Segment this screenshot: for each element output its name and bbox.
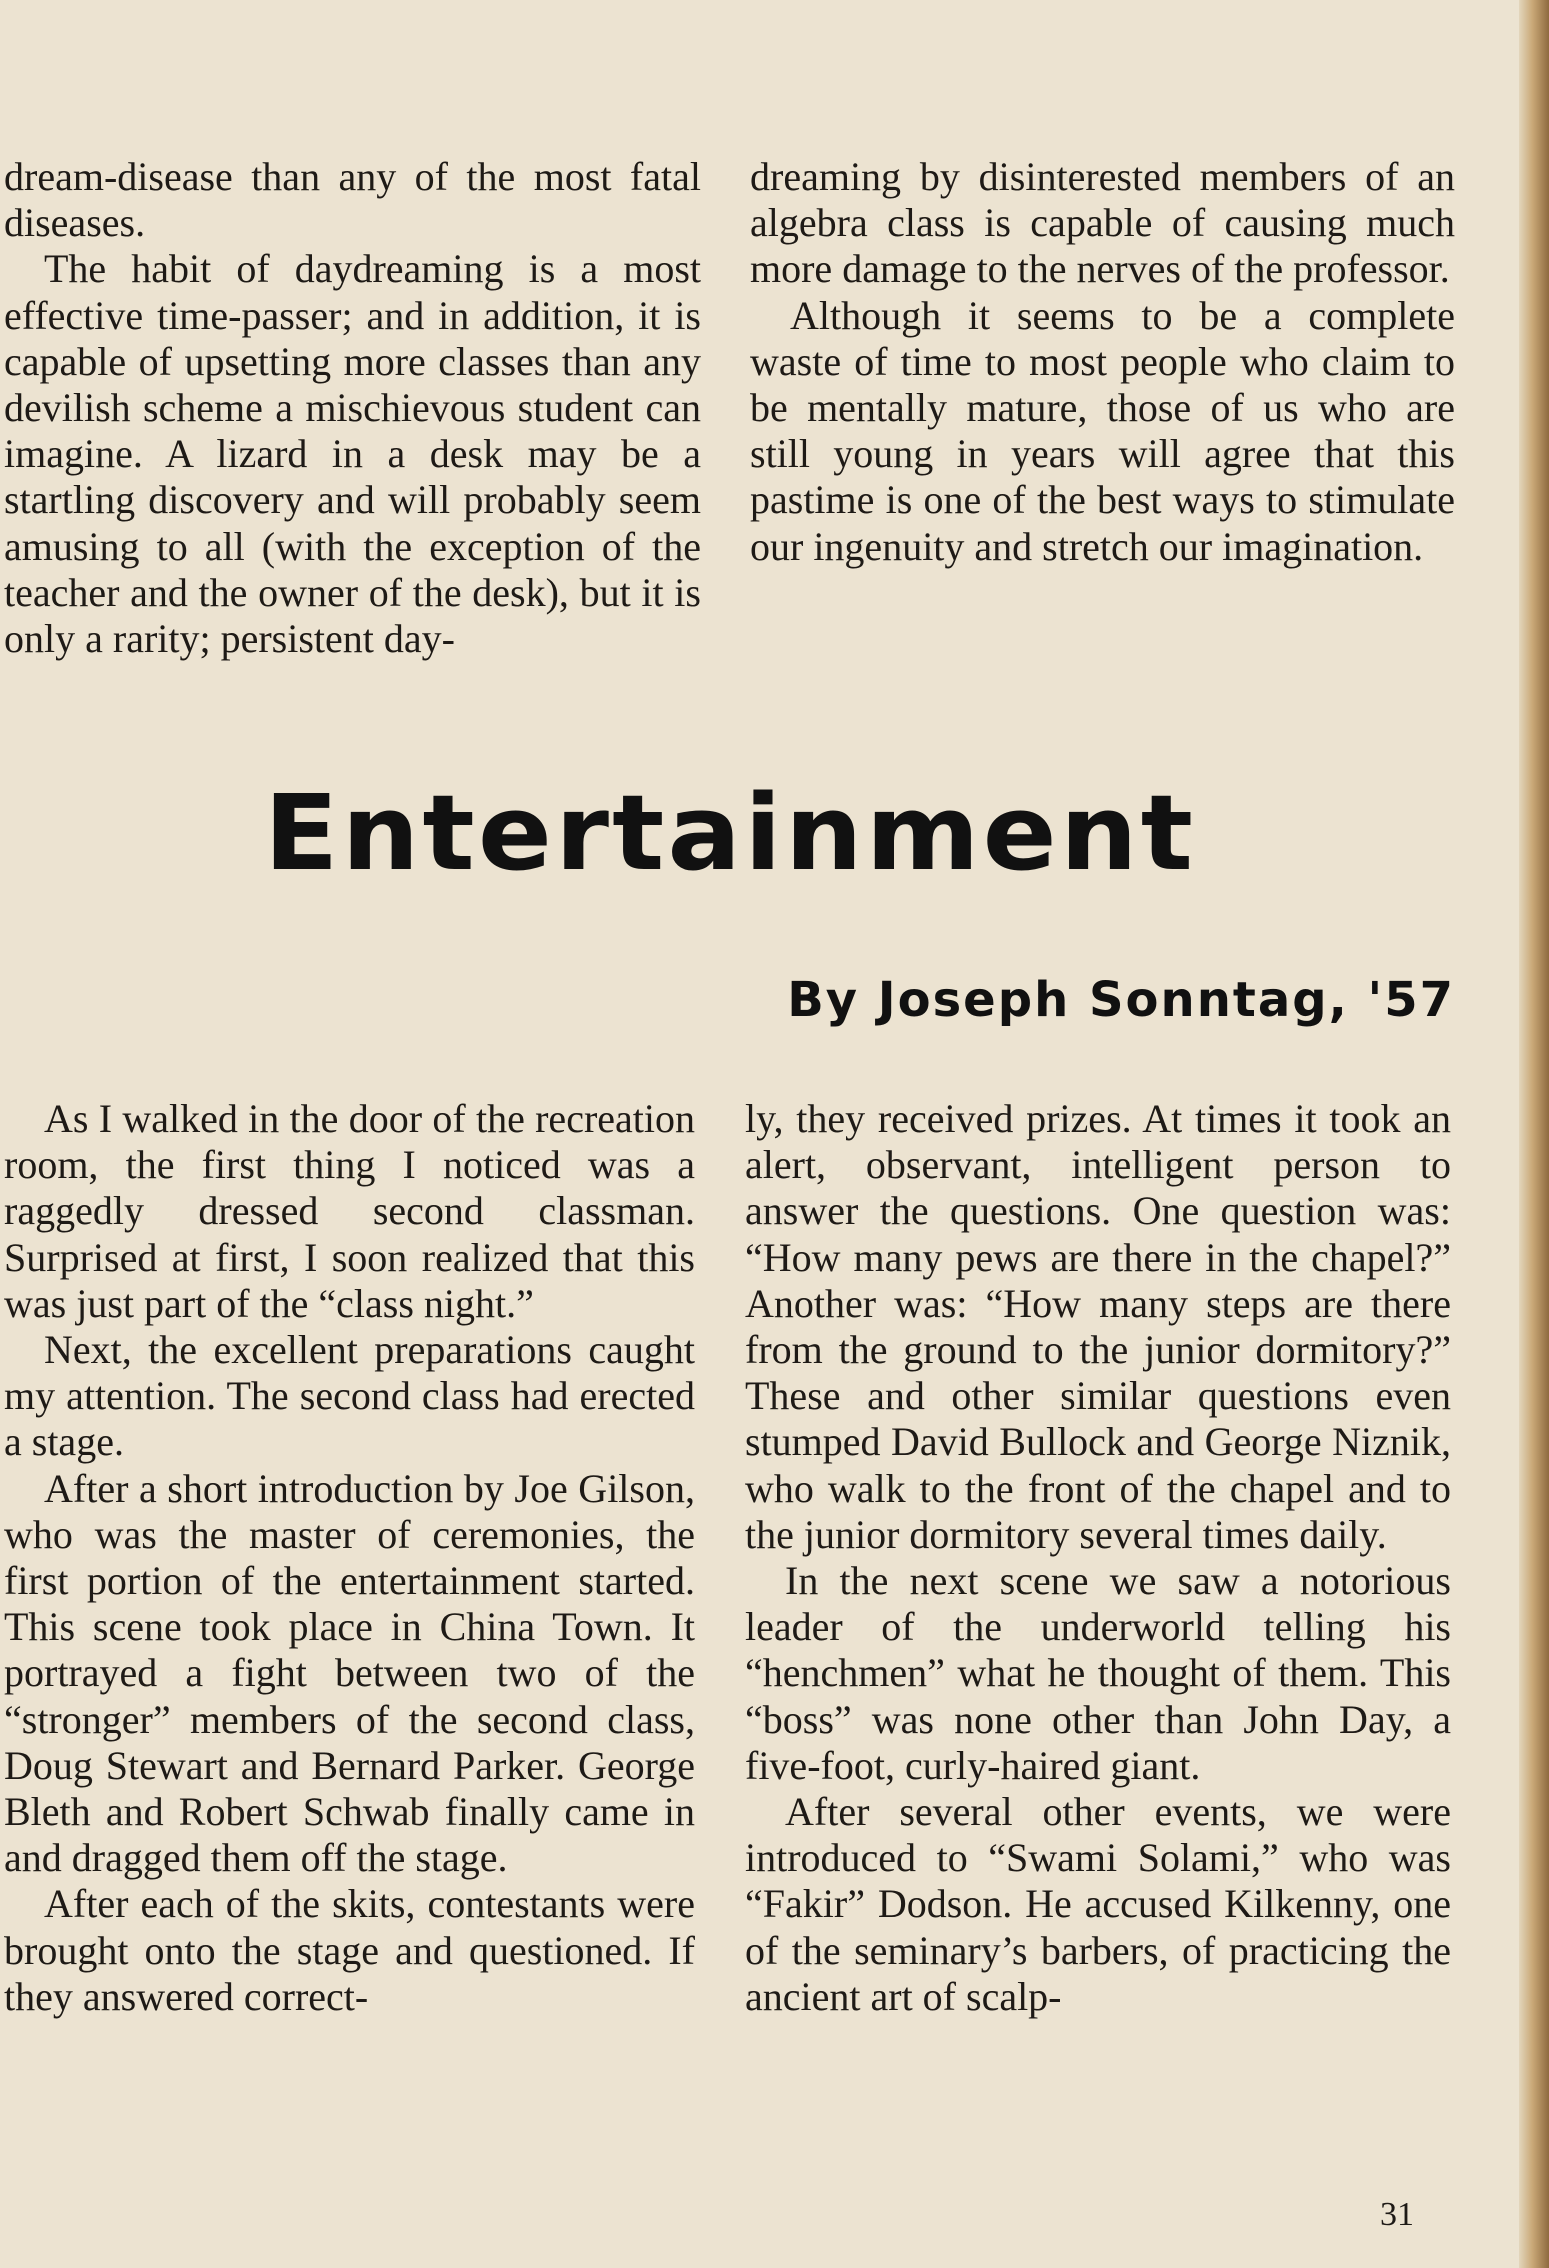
byline: By Joseph Sonntag, '57: [787, 972, 1455, 1028]
column-top-left: [4, 154, 701, 662]
paragraph: ly, they received prizes. At times it took an alert, observant, intelligent person to answer the questions. One question was: “How many pews are there in the chapel?” Another was: “How many steps are there from the ground to the junior dormitory?” These and other similar questions even stumped David Bullock and George Niznik, who walk to the front of the chapel and to the junior dormitory several times daily.: [745, 1096, 1451, 1557]
paragraph: Although it seems to be a complete waste of time to most people who claim to be mentally mature, those of us who are still young in years will agree that this pastime is one of the best ways to stimulate our ingenuity and stretch our imagination.: [750, 292, 1455, 569]
article-title: Entertainment: [263, 772, 1197, 894]
paragraph: dreaming by disinterested members of an algebra class is capable of causing much more damage to the nerves of the professor.: [750, 154, 1455, 292]
paragraph: Next, the excellent preparations caught my attention. The second class had erected a stage.: [4, 1327, 695, 1465]
page-edge: [1519, 0, 1549, 2268]
column-bottom-left: [4, 1096, 695, 2020]
paragraph: After each of the skits, contestants were brought onto the stage and questioned. If they answered correct-: [4, 1881, 695, 2019]
column-top-right: [750, 154, 1455, 570]
page-number: 31: [1380, 2196, 1414, 2233]
paragraph: dream-disease than any of the most fatal diseases.: [4, 154, 701, 246]
paragraph: After a short introduction by Joe Gilson, who was the master of ceremonies, the first portion of the entertainment started. This scene took place in China Town. It portrayed a fight between two of the “stronger” members of the second class, Doug Stewart and Bernard Parker. George Bleth and Robert Schwab finally came in and dragged them off the stage.: [4, 1465, 695, 1881]
paragraph: As I walked in the door of the recreation room, the first thing I noticed was a raggedly dressed second classman. Surprised at first, I soon realized that this was just part of the “class night.”: [4, 1096, 695, 1326]
paragraph: After several other events, we were introduced to “Swami Solami,” who was “Fakir” Dodson. He accused Kilkenny, one of the seminary’s barbers, of practicing the ancient art of scalp-: [745, 1789, 1451, 2019]
column-bottom-right: [745, 1096, 1451, 2020]
paragraph: In the next scene we saw a notorious leader of the underworld telling his “henchmen” what he thought of them. This “boss” was none other than John Day, a five-foot, curly-haired giant.: [745, 1558, 1451, 1788]
paragraph: The habit of daydreaming is a most effective time-passer; and in addition, it is capable of upsetting more classes than any devilish scheme a mischievous student can imagine. A lizard in a desk may be a startling discovery and will probably seem amusing to all (with the exception of the teacher and the owner of the desk), but it is only a rarity; persistent day-: [4, 246, 701, 662]
